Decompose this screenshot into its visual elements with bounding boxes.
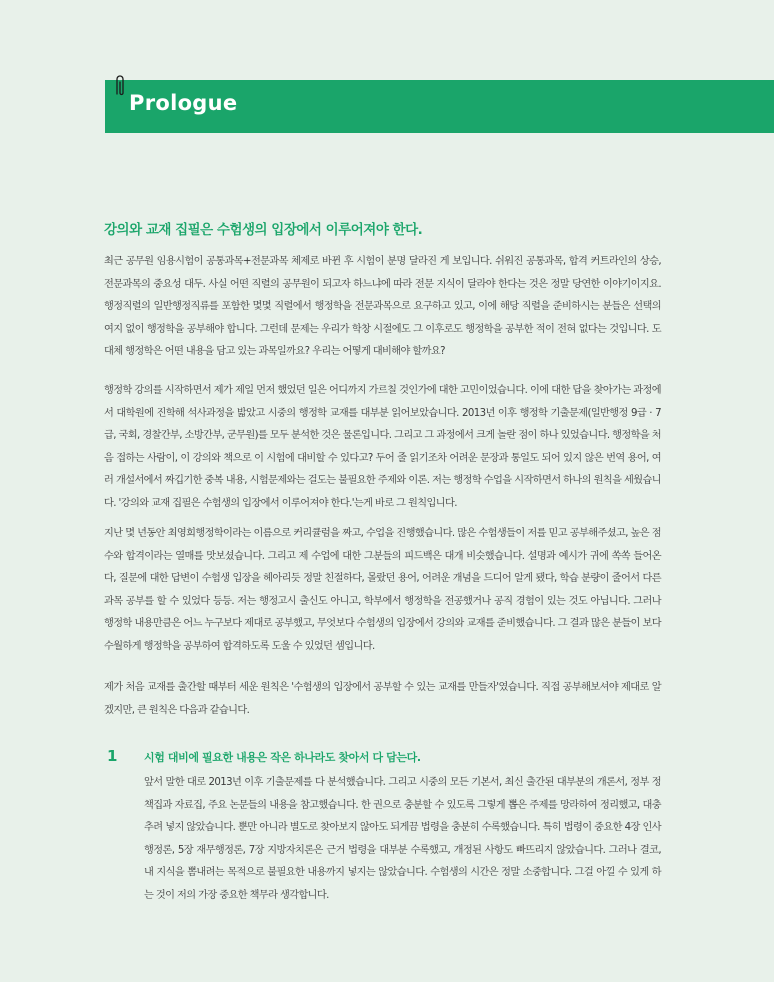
paragraph: 제가 처음 교재를 출간할 때부터 세운 원칙은 '수험생의 입장에서 공부할 수 있는 교재를 만들자'였습니다. 직접 공부해보셔야 제대로 알겠지만, 큰 원칙은 다음과 같습니다. [104,682,661,716]
principle-title: 시험 대비에 필요한 내용은 작은 하나라도 찾아서 다 담는다. [144,751,421,764]
paperclip-icon [113,74,127,98]
principle-body: 앞서 말한 대로 2013년 이후 기출문제를 다 분석했습니다. 그리고 시중의 모든 기본서, 최신 출간된 대부분의 개론서, 정부 정책집과 자료집, 주요 논문들의 내용을 참고했습니다. 한 권으로 충분할 수 있도록 그렇게 뽑은 주제를 망라하여 정리했고, 대충 추려 넣지 않았습니다. 뿐만 아니라 별도로 찾아보지 않아도 되게끔 법령을 충분히 수록했습니다. 특히 법령이 중요한 4장 인사행정론, 5장 재무행정론, 7장 지방자치론은 근거 법령을 대부분 수록했고, 개정된 사항도 빠뜨리지 않았습니다. 그러나 결코, 내 지식을 뽐내려는 목적으로 불필요한 내용까지 넣지는 않았습니다. 수험생의 시간은 정말 소중합니다. 그걸 아낄 수 있게 하는 것이 저의 가장 중요한 책무라 생각합니다. [144,777,661,901]
section-heading: 강의와 교재 집필은 수험생의 입장에서 이루어져야 한다. [104,222,423,238]
banner-title: Prologue [129,91,238,115]
prologue-banner [105,80,774,133]
principle-number: 1 [107,747,118,765]
paragraph: 최근 공무원 임용시험이 공통과목+전문과목 체제로 바뀐 후 시험이 분명 달라진 게 보입니다. 쉬워진 공통과목, 합격 커트라인의 상승, 전문과목의 중요성 대두. 사실 어떤 직렬의 공무원이 되고자 하느냐에 따라 전문 지식이 달라야 한다는 것은 정말 당연한 이야기이지요. 행정직렬의 일반행정직류를 포함한 몇몇 직렬에서 행정학을 전문과목으로 요구하고 있고, 이에 해당 직렬을 준비하시는 분들은 선택의 여지 없이 행정학을 공부해야 합니다. 그런데 문제는 우리가 학창 시절에도 그 이후로도 행정학을 공부한 적이 전혀 없다는 것입니다. 도대체 행정학은 어떤 내용을 담고 있는 과목일까요? 우리는 어떻게 대비해야 할까요? [104,256,661,358]
paragraph: 지난 몇 년동안 최영희행정학이라는 이름으로 커리큘럼을 짜고, 수업을 진행했습니다. 많은 수험생들이 저를 믿고 공부해주셨고, 높은 점수와 합격이라는 열매를 맛보셨습니다. 그리고 제 수업에 대한 그분들의 피드백은 대개 비슷했습니다. 설명과 예시가 귀에 쏙쏙 들어온다, 질문에 대한 답변이 수험생 입장을 헤아리듯 정말 친절하다, 몰랐던 용어, 어려운 개념을 드디어 알게 됐다, 학습 분량이 줄어서 다른 과목 공부를 할 수 있었다 등등. 저는 행정고시 출신도 아니고, 학부에서 행정학을 전공했거나 공직 경험이 있는 것도 아닙니다. 그러나 행정학 내용만큼은 어느 누구보다 제대로 공부했고, 무엇보다 수험생의 입장에서 강의와 교재를 준비했습니다. 그 결과 많은 분들이 보다 수월하게 행정학을 공부하여 합격하도록 도울 수 있었던 셈입니다. [104,528,661,652]
paragraph: 행정학 강의를 시작하면서 제가 제일 먼저 했었던 일은 어디까지 가르칠 것인가에 대한 고민이었습니다. 이에 대한 답을 찾아가는 과정에서 대학원에 진학해 석사과정을 밟았고 시중의 행정학 교재를 대부분 읽어보았습니다. 2013년 이후 행정학 기출문제(일반행정 9급 · 7급, 국회, 경찰간부, 소방간부, 군무원)를 모두 분석한 것은 물론입니다. 그리고 그 과정에서 크게 놀란 점이 하나 있었습니다. 행정학을 처음 접하는 사람이, 이 강의와 책으로 이 시험에 대비할 수 있다고? 두어 줄 읽기조차 어려운 문장과 통일도 되어 있지 않은 번역 용어, 여러 개설서에서 짜깁기한 중복 내용, 시험문제와는 걸도는 불필요한 주제와 이론. 저는 행정학 수업을 시작하면서 하나의 원칙을 세웠습니다. '강의와 교재 집필은 수험생의 입장에서 이루어져야 한다.'는게 바로 그 원칙입니다. [104,385,662,509]
